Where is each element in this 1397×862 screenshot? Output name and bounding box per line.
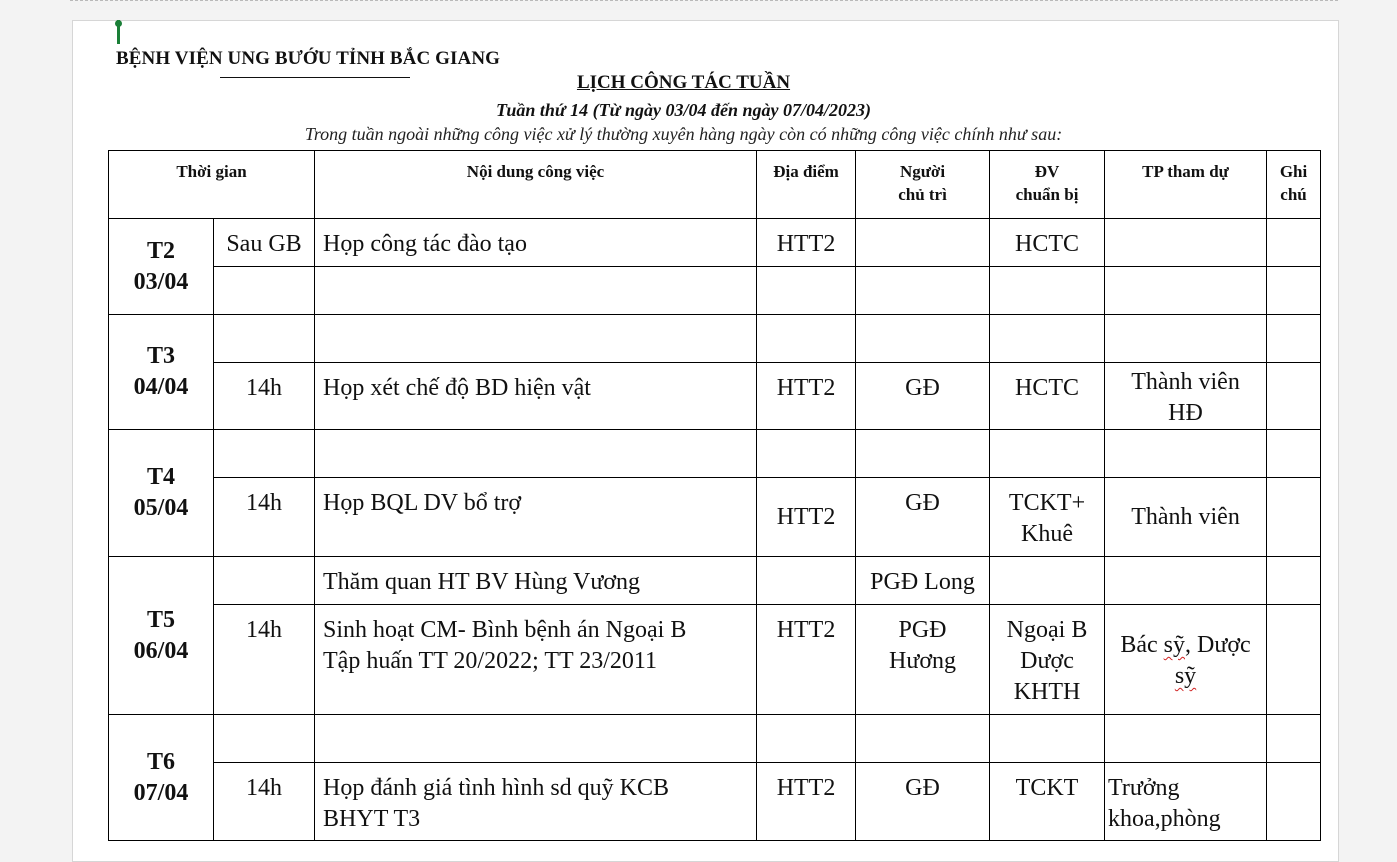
- host-cell: [856, 430, 990, 478]
- time-cell: [214, 430, 315, 478]
- host-cell: GĐ: [856, 363, 990, 430]
- table-row: [109, 605, 1321, 715]
- content-cell: [315, 267, 757, 315]
- location-cell: HTT2: [757, 478, 856, 557]
- day-cell-t5: T5 06/04: [109, 557, 214, 715]
- header-location: Địa điểm: [757, 151, 856, 219]
- host-cell: [856, 315, 990, 363]
- content-cell: [315, 430, 757, 478]
- day-cell-t6: T6 07/04: [109, 715, 214, 841]
- prep-cell: HCTC: [990, 219, 1105, 267]
- note-cell: [1267, 315, 1321, 363]
- note-cell: [1267, 363, 1321, 430]
- schedule-table: [108, 150, 1321, 841]
- attendees-cell: [1105, 315, 1267, 363]
- host-cell: PGĐ Hương: [856, 605, 990, 715]
- document-intro: Trong tuần ngoài những công việc xử lý thường xuyên hàng ngày còn có những công việc chính như sau:: [304, 124, 1063, 144]
- table-row: [109, 715, 1321, 763]
- note-cell: [1267, 605, 1321, 715]
- location-cell: HTT2: [757, 605, 856, 715]
- content-cell: Sinh hoạt CM- Bình bệnh án Ngoại B Tập huấn TT 20/2022; TT 23/2011: [315, 605, 757, 715]
- header-content: Nội dung công việc: [315, 151, 757, 219]
- prep-cell: [990, 430, 1105, 478]
- prep-cell: HCTC: [990, 363, 1105, 430]
- table-row: [109, 557, 1321, 605]
- prep-cell: [990, 715, 1105, 763]
- prep-cell: TCKT: [990, 763, 1105, 841]
- host-cell: PGĐ Long: [856, 557, 990, 605]
- note-cell: [1267, 219, 1321, 267]
- host-cell: GĐ: [856, 478, 990, 557]
- prep-cell: Ngoại B Dược KHTH: [990, 605, 1105, 715]
- content-cell: Họp xét chế độ BD hiện vật: [315, 363, 757, 430]
- prep-cell: TCKT+ Khuê: [990, 478, 1105, 557]
- host-cell: [856, 267, 990, 315]
- time-cell: 14h: [214, 363, 315, 430]
- host-cell: [856, 715, 990, 763]
- table-row: [109, 478, 1321, 557]
- content-cell: Họp đánh giá tình hình sd quỹ KCB BHYT T3: [315, 763, 757, 841]
- header-prep-unit: ĐV chuẩn bị: [990, 151, 1105, 219]
- time-cell: [214, 557, 315, 605]
- day-cell-t4: T4 05/04: [109, 430, 214, 557]
- table-row: [109, 430, 1321, 478]
- attendees-cell: [1105, 267, 1267, 315]
- table-row: [109, 363, 1321, 430]
- content-cell: [315, 315, 757, 363]
- header-attendees: TP tham dự: [1105, 151, 1267, 219]
- content-cell: [315, 715, 757, 763]
- header-note: Ghi chú: [1267, 151, 1321, 219]
- table-row: [109, 219, 1321, 267]
- host-cell: [856, 219, 990, 267]
- attendees-cell: Trưởng khoa,phòng: [1105, 763, 1267, 841]
- location-cell: HTT2: [757, 219, 856, 267]
- content-cell: Họp BQL DV bổ trợ: [315, 478, 757, 557]
- table-header-row: [109, 151, 1321, 219]
- location-cell: [757, 430, 856, 478]
- prep-cell: [990, 557, 1105, 605]
- host-cell: GĐ: [856, 763, 990, 841]
- table-row: [109, 267, 1321, 315]
- time-cell: Sau GB: [214, 219, 315, 267]
- note-cell: [1267, 430, 1321, 478]
- time-cell: 14h: [214, 478, 315, 557]
- attendees-cell: Thành viên HĐ: [1105, 363, 1267, 430]
- location-cell: HTT2: [757, 363, 856, 430]
- time-cell: 14h: [214, 763, 315, 841]
- content-cell: Thăm quan HT BV Hùng Vương: [315, 557, 757, 605]
- location-cell: HTT2: [757, 763, 856, 841]
- location-cell: [757, 267, 856, 315]
- time-cell: [214, 315, 315, 363]
- content-cell: Họp công tác đào tạo: [315, 219, 757, 267]
- note-cell: [1267, 715, 1321, 763]
- note-cell: [1267, 478, 1321, 557]
- header-host: Người chủ trì: [856, 151, 990, 219]
- location-cell: [757, 557, 856, 605]
- text-cursor: [117, 20, 120, 44]
- note-cell: [1267, 557, 1321, 605]
- attendees-cell: [1105, 219, 1267, 267]
- note-cell: [1267, 267, 1321, 315]
- document-title: LỊCH CÔNG TÁC TUẦN: [576, 72, 791, 93]
- time-cell: [214, 267, 315, 315]
- location-cell: [757, 715, 856, 763]
- location-cell: [757, 315, 856, 363]
- organization-name: BỆNH VIỆN UNG BƯỚU TỈNH BẮC GIANG: [116, 48, 501, 69]
- attendees-cell: Thành viên: [1105, 478, 1267, 557]
- table-row: [109, 763, 1321, 841]
- document-subtitle: Tuần thứ 14 (Từ ngày 03/04 đến ngày 07/04/2023): [496, 100, 871, 120]
- day-cell-t2: T2 03/04: [109, 219, 214, 315]
- page-top-border: [70, 0, 1338, 3]
- day-cell-t3: T3 04/04: [109, 315, 214, 430]
- time-cell: 14h: [214, 605, 315, 715]
- header-time: Thời gian: [109, 151, 315, 219]
- table-row: [109, 315, 1321, 363]
- time-cell: [214, 715, 315, 763]
- prep-cell: [990, 267, 1105, 315]
- attendees-cell: [1105, 715, 1267, 763]
- note-cell: [1267, 763, 1321, 841]
- document-page[interactable]: [72, 20, 1339, 862]
- attendees-cell: [1105, 557, 1267, 605]
- attendees-cell: [1105, 430, 1267, 478]
- attendees-cell: Bác sỹ, Dược sỹ: [1105, 605, 1267, 715]
- prep-cell: [990, 315, 1105, 363]
